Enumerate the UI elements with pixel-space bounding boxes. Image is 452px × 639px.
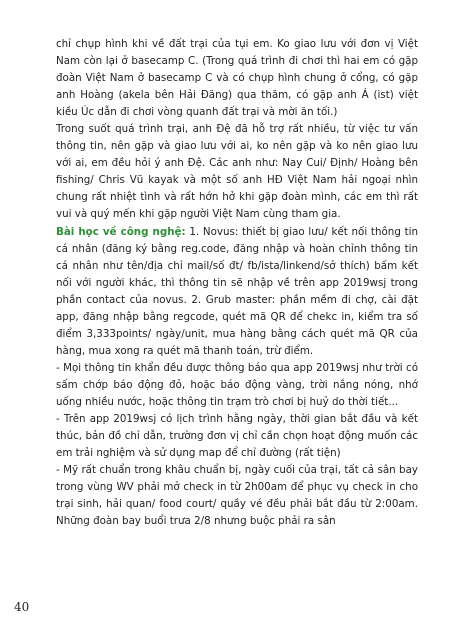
paragraph-text: - Mỹ rất chuẩn trong khâu chuẩn bị, ngày cuối của trại, tất cả sân bay trong vùng WV phải mở check in từ 2h00am để phục vụ check in cho trại sinh, hải quan/ food court/ quầy vé đều phải bắt đầu từ 2:00am. Những đoàn bay buổi trưa 2/8 nhưng buộc phải ra sân bbox=[56, 464, 418, 528]
paragraph-schedule bbox=[56, 411, 418, 462]
page-number: 40 bbox=[14, 600, 30, 614]
paragraph-text: Trong suốt quá trình trại, anh Đệ đã hỗ trợ rất nhiều, từ việc tư vấn thông tin, nên gặp và giao lưu với ai, ko nên gặp và ko nên giao lưu với ai, em đều hỏi ý anh Đệ. Các anh như: Nay Cui/ Định/ Hoàng bên fishing/ Chris Vũ kayak và một số anh HĐ Việt Nam hải ngoại nhìn chung rất nhiệt tình và rất hớn hở khi gặp đoàn mình, các em thì rất vui và quý mến khi gặp người Việt Nam cùng tham gia. bbox=[56, 123, 418, 221]
paragraph-text: - Mọi thông tin khẩn đều được thông báo qua app 2019wsj như trời có sấm chớp báo động đỏ, hoặc báo động vàng, trời nắng nóng, nhớ uống nhiều nước, hoặc thông tin trạm trò chơi bị huỷ do thời tiết... bbox=[56, 361, 418, 408]
paragraph-airport bbox=[56, 462, 418, 530]
paragraph-support bbox=[56, 121, 418, 223]
paragraph-text: - Trên app 2019wsj có lịch trình hằng ngày, thời gian bắt đầu và kết thúc, bản đồ chỉ dẫn, trường đơn vị chỉ cần chọn hoạt động muốn các em trải nghiệm và sử dụng map để chỉ đường (rất tiện) bbox=[56, 413, 418, 460]
section-heading: Bài học về công nghệ: bbox=[56, 225, 186, 238]
body-text bbox=[56, 36, 418, 530]
paragraph-technology-lesson bbox=[56, 224, 418, 360]
paragraph-urgent-info bbox=[56, 360, 418, 411]
paragraph-text: 1. Novus: thiết bị giao lưu/ kết nối thông tin cá nhân (đăng ký bằng reg.code, đăng nhập và hoàn chỉnh thông tin cá nhân như tên/địa chỉ mail/số đt/ fb/ista/linkend/sở thích) bấm kết nối với người khác, thì thông tin sẽ nhập về trên app 2019wsj trong phần contact của novus. 2. Grub master: phần mềm đi chợ, cài đặt app, đăng nhập bằng regcode, quét mã QR để chekc in, kiểm tra số điểm 3,333points/ ngày/unit, mua hàng bằng cách quét mã QR của hàng, mua xong ra quét mã thanh toán, trừ điểm. bbox=[56, 225, 418, 357]
paragraph-text: chỉ chụp hình khi về đất trại của tụi em. Ko giao lưu với đơn vị Việt Nam còn lại ở basecamp C. (Trong quá trình đi chơi thì hai em có gặp đoàn Việt Nam ở basecamp C và có chụp hình chung ở cổng, có gặp anh Hoàng (akela bên Hải Đăng) qua thăm, có gặp anh Á (ist) việt kiều Úc dẫn đi chơi vòng quanh đất trại và mời ăn tối.) bbox=[56, 38, 418, 119]
paragraph-basecamp bbox=[56, 36, 418, 121]
